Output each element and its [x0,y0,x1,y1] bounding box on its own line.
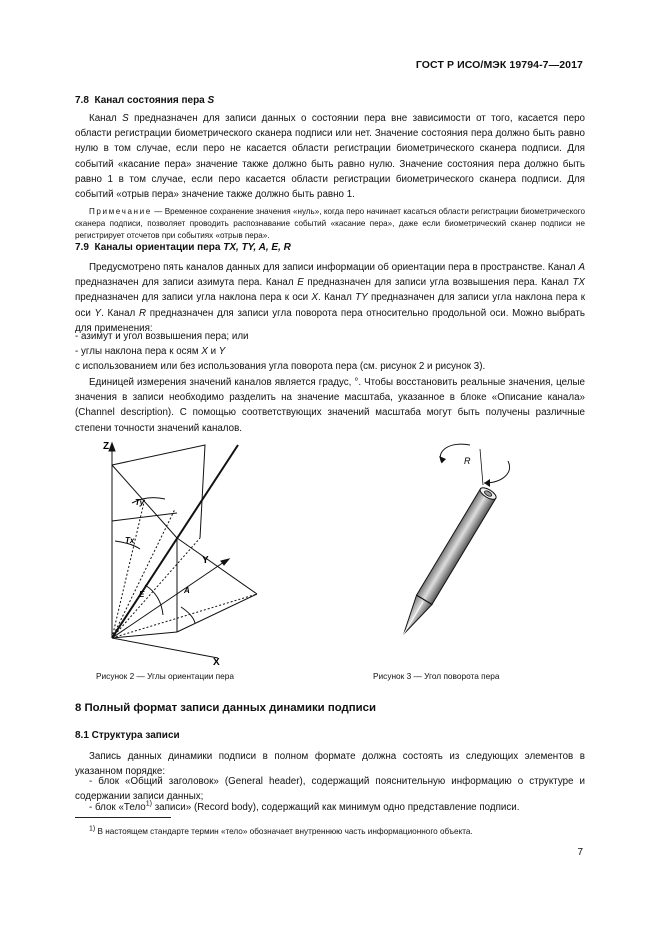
section-7-9-paragraph-2: Единицей измерения значений каналов является градус, °. Чтобы восстановить реальные значения, целые значения в записи необходимо разделить на значение масштаба, указанное в блоке «Описание канала» (Channel description). С помощью соответствующих значений масштаба могут быть получены различные степени точности значений каналов. [75,377,585,434]
x-axis-label: X [213,657,220,668]
x-axis [112,638,218,658]
section-7-8-title: Канал состояния пера [94,95,208,106]
section-8-1-paragraph: Запись данных динамики подписи в полном формате должна состоять из следующих элементов в указанном порядке: [75,751,585,778]
e-label: E [139,590,145,599]
footnote-mark: 1) [89,825,96,833]
figure-3-caption: Рисунок 3 — Угол поворота пера [373,671,500,681]
list-item: - углы наклона пера к осям X и Y [75,346,226,358]
note-label: Примечание [89,207,152,216]
record-structure-item: - блок «Общий заголовок» (General header), содержащий пояснительную информацию о структуре и содержании записи данных; [75,776,585,803]
figure-3-pen-rotation [380,437,530,662]
ty-label: Ty [135,498,145,507]
a-label: A [184,586,190,595]
section-7-9-symbols: TX, TY, A, E, R [223,242,291,253]
r-label: R [464,456,471,466]
section-7-9-paragraph-1: Предусмотрено пять каналов данных для записи информации об ориентации пера в пространстве. Канал A предназначен для записи азимута пера. Канал E предназначен для записи угла возвышения пера. Канал TX предназначен для записи угла наклона пера к оси X. Канал TY предназначен для записи угла наклона пера к оси Y. Канал R предназначен для записи угла поворота пера относительно продольной оси. Можно выбрать для применения: [75,262,585,334]
section-8-heading: 8 Полный формат записи данных динамики подписи [75,702,376,714]
pen-body [417,489,496,605]
document-header: ГОСТ Р ИСО/МЭК 19794-7—2017 [415,59,583,71]
footnote-ref: 1) [145,800,152,808]
section-7-9-number: 7.9 [75,242,89,253]
z-axis-label: Z [103,441,110,452]
section-7-8-paragraph: Канал S предназначен для записи данных о состоянии пера вне зависимости от того, касается перо области регистрации биометрического сканера подписи или нет. Значение состояния пера должно быть равно нулю в том случае, если перо не касается области регистрации биометрического сканера подписи. Для событий «касание пера» значение также должно быть равно нулю. Значение состояния пера должно быть равно 1 в том случае, если перо касается области регистрации биометрического сканера подписи. Для событий «отрыв пера» значение также должно быть равно 1. [75,113,585,201]
footnote [75,826,585,838]
list-item: с использованием или без использования угла поворота пера (см. рисунок 2 и рисунок 3). [75,361,486,373]
figure-2-caption: Рисунок 2 — Углы ориентации пера [96,671,235,681]
section-7-8-heading [75,95,214,106]
record-structure-item: - блок «Тело$^{1)}$ записи» (Record body), содержащий как минимум одно представление подписи. [89,800,520,813]
footnote-text: В настоящем стандарте термин «тело» обозначает внутреннюю часть информационного объекта. [95,827,473,836]
figure-2-pen-orientation-angles [85,433,285,668]
y-axis [112,560,227,638]
tx-label: Tx [125,536,135,545]
note-text: — Временное сохранение значения «нуль», когда перо начинает касаться области регистрации биометрического сканера подписи, позволяет проводить распознавание событий «касание пера», даже если биометрический сканер подписи не регистрирует отсчетов при событиях «отрыв пера». [75,207,585,240]
section-8-1-heading: 8.1 Структура записи [75,730,180,741]
footnote-divider [75,817,171,818]
section-7-8-note [75,206,585,242]
list-item: - азимут и угол возвышения пера; или [75,331,249,342]
section-7-8-number: 7.8 [75,95,89,106]
orientation-options-list [75,329,585,375]
section-7-9-heading [75,242,291,253]
page-number: 7 [577,847,583,858]
y-axis-label: Y [202,555,209,566]
section-7-8-symbol: S [207,95,215,106]
section-7-9-title: Каналы ориентации пера [94,242,224,253]
